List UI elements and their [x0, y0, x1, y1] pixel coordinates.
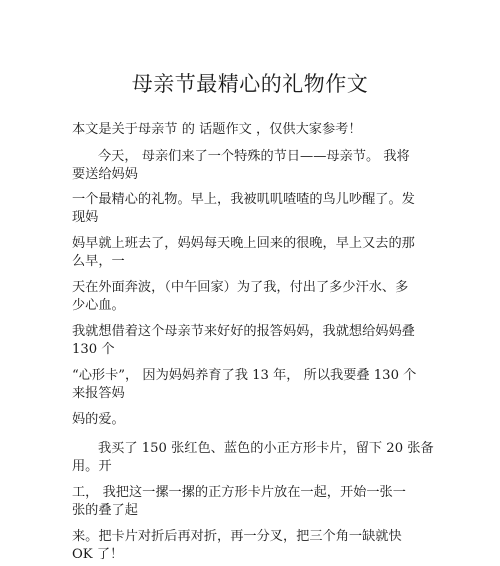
- paragraph-line: 用。开: [72, 459, 112, 474]
- paragraph-line: 妈早就上班去了，妈妈每天晚上回来的很晚，早上又去的那: [72, 236, 415, 251]
- paragraph-line: OK 了！: [72, 547, 124, 562]
- paragraph-line: 妈的爱。: [72, 412, 125, 427]
- paragraph-line: 今天， 母亲们来了一个特殊的节日——母亲节。 我将: [98, 149, 410, 164]
- paragraph-line: 少心血。: [72, 298, 125, 313]
- paragraph-line: 张的叠了起: [72, 503, 138, 518]
- paragraph-line: 一个最精心的礼物。早上，我被叽叽喳喳的鸟儿吵醒了。发: [72, 192, 415, 207]
- paragraph-line: “心形卡”， 因为妈妈养育了我 13 年， 所以我要叠 130 个: [72, 368, 417, 383]
- paragraph-line: 么早，一: [72, 254, 125, 269]
- paragraph-line: 天在外面奔波，（中午回家）为了我，付出了多少汗水、多: [72, 280, 409, 295]
- paragraph-line: 130 个: [72, 342, 115, 357]
- paragraph-line: 来报答妈: [72, 386, 125, 401]
- intro-line: 本文是关于母亲节 的 话题作文 ，仅供大家参考！: [72, 122, 362, 137]
- document-title: 母亲节最精心的礼物作文: [131, 72, 369, 96]
- paragraph-line: 工， 我把这一摞一摞的正方形卡片放在一起，开始一张一: [72, 485, 406, 500]
- paragraph-line: 要送给妈妈: [72, 167, 138, 182]
- paragraph-line: 我就想借着这个母亲节来好好的报答妈妈，我就想给妈妈叠: [72, 324, 415, 339]
- paragraph-line: 现妈: [72, 210, 99, 225]
- paragraph-line: 来。把卡片对折后再对折，再一分叉，把三个角一缺就快: [72, 529, 402, 544]
- paragraph-line: 我买了 150 张红色、蓝色的小正方形卡片，留下 20 张备: [98, 441, 434, 456]
